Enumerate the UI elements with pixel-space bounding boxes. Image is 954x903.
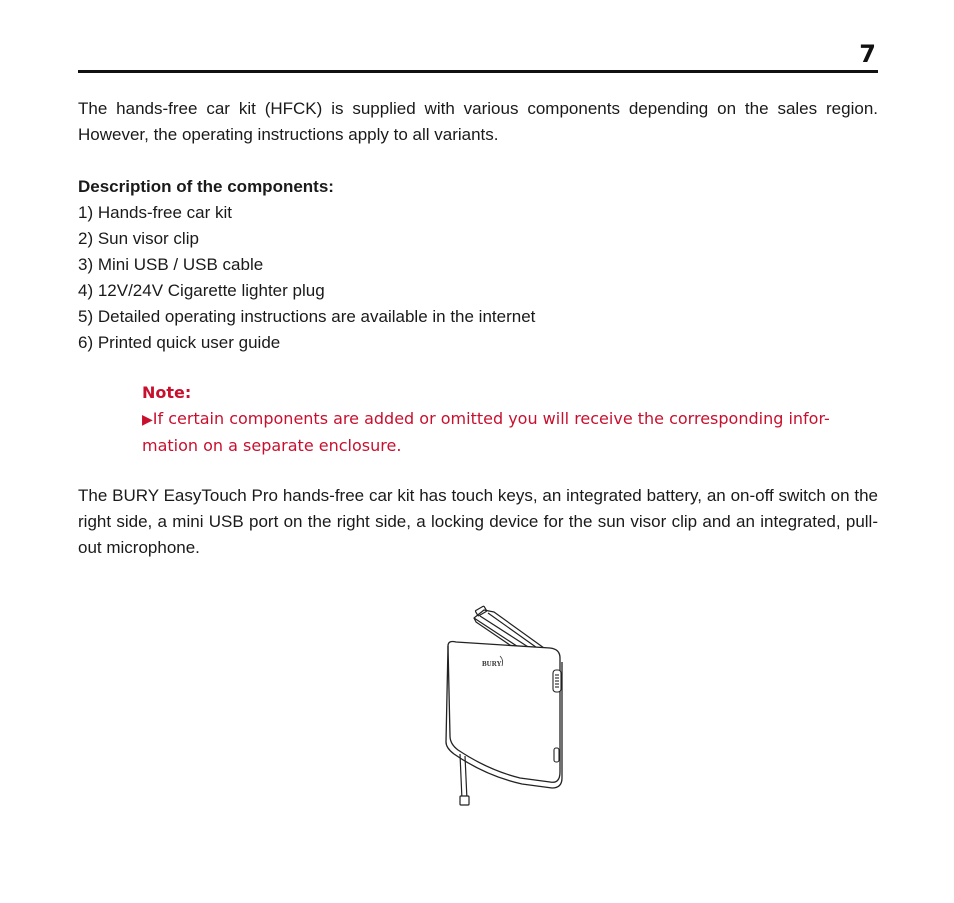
list-item: 1) Hands-free car kit: [78, 203, 232, 222]
note-body: [142, 406, 878, 459]
usb-port-icon: [554, 748, 559, 762]
note-title: Note:: [142, 383, 192, 402]
list-item: 6) Printed quick user guide: [78, 333, 281, 352]
play-arrow-icon: ▶: [142, 412, 153, 428]
list-item: 2) Sun visor clip: [78, 229, 199, 248]
list-item: 3) Mini USB / USB cable: [78, 255, 264, 274]
device-body-icon: [446, 642, 562, 789]
hands-free-car-kit-illustration: [436, 604, 572, 810]
components-heading: Description of the components:: [78, 177, 334, 196]
intro-paragraph: The hands-free car kit (HFCK) is supplied with various components depending on the sales region. However, the operating instructions apply to all variants.: [78, 99, 878, 144]
header-rule: [78, 70, 878, 73]
on-off-switch-icon: [553, 670, 561, 692]
list-item: 4) 12V/24V Cigarette lighter plug: [78, 281, 325, 300]
list-item: 5) Detailed operating instructions are available in the internet: [78, 307, 536, 326]
page-number: 7: [859, 40, 876, 68]
note-text: If certain components are added or omitted you will receive the corresponding infor-mation on a separate enclosure.: [142, 409, 830, 455]
cable-icon: [460, 754, 469, 805]
device-description-paragraph: The BURY EasyTouch Pro hands-free car kit has touch keys, an integrated battery, an on-off switch on the right side, a mini USB port on the right side, a locking device for the sun visor clip and an integrated, pull-out microphone.: [78, 486, 878, 557]
components-list: [78, 200, 535, 356]
bury-logo: BURY: [482, 660, 502, 668]
note-block: [142, 380, 878, 459]
